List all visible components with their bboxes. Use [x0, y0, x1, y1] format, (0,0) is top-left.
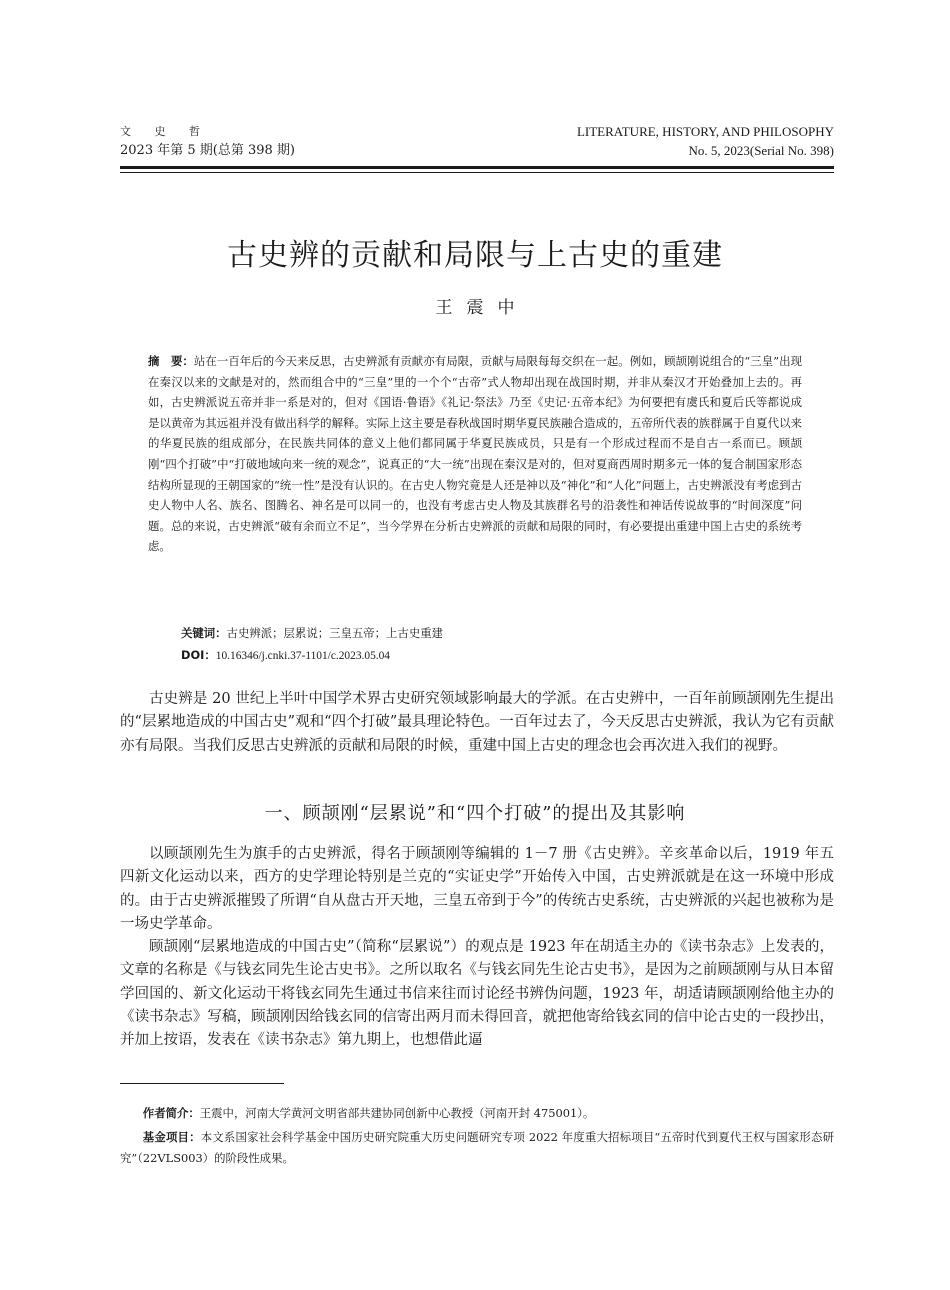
journal-name-en: LITERATURE, HISTORY, AND PHILOSOPHY	[576, 124, 834, 139]
footnote-author	[120, 1103, 834, 1124]
issue-info-cn: 2023 年第 5 期(总第 398 期)	[120, 143, 295, 158]
issue-info-en: No. 5, 2023(Serial No. 398)	[688, 143, 834, 158]
section-heading: 一、顾颉刚“层累说”和“四个打破”的提出及其影响	[264, 803, 686, 824]
footnote-author-text: 王震中，河南大学黄河文明省部共建协同创新中心教授（河南开封 475001）。	[199, 1106, 595, 1120]
footnote-fund-label: 基金项目：	[142, 1130, 201, 1144]
abstract-text: 站在一百年后的今天来反思，古史辨派有贡献亦有局限，贡献与局限每每交织在一起。例如，顾颉刚说组合的“三皇”出现在秦汉以来的文献是对的，然而组合中的“三皇”里的一个个“古帝”式人物却出现在战国时期，并非从秦汉才开始叠加上去的。再如，古史辨派说五帝并非一系是对的，但对《国语·鲁语》《礼记·祭法》乃至《史记·五帝本纪》为何要把有虞氏和夏后氏等都说成是以黄帝为其远祖并没有做出科学的解释。实际上这主要是春秋战国时期华夏民族融合造成的，五帝所代表的族群属于自夏代以来的华夏民族的组成部分，在民族共同体的意义上他们都同属于华夏民族成员，只是有一个形成过程而不是自古一系而已。顾颉刚“四个打破”中“打破地域向来一统的观念”，说真正的“大一统”出现在秦汉是对的，但对夏商西周时期多元一体的复合制国家形态结构所显现的王朝国家的“统一性”是没有认识的。在古史人物究竟是人还是神以及“神化”和“人化”问题上，古史辨派没有考虑到古史人物中人名、族名、图腾名、神名是可以同一的，也没有考虑古史人物及其族群名号的沿袭性和神话传说故事的“时间深度”问题。总的来说，古史辨派“破有余而立不足”，当今学界在分析古史辨派的贡献和局限的同时，有必要提出重建中国上古史的系统考虑。	[148, 354, 802, 554]
header-left	[120, 122, 295, 160]
intro-paragraph: 古史辨是 20 世纪上半叶中国学术界古史研究领域影响最大的学派。在古史辨中，一百年前顾颉刚先生提出的“层累地造成的中国古史”观和“四个打破”最具理论特色。一百年过去了，今天反思古史辨派，我认为它有贡献亦有局限。当我们反思古史辨派的贡献和局限的时候，重建中国上古史的理念也会再次进入我们的视野。	[120, 691, 834, 754]
article-author: 王震中	[435, 298, 529, 318]
header-rule-thick	[120, 166, 834, 169]
body-paragraph: 顾颉刚“层累地造成的中国古史”（简称“层累说”）的观点是 1923 年在胡适主办的《读书杂志》上发表的，文章的名称是《与钱玄同先生论古史书》。之所以取名《与钱玄同先生论古史书》，是因为之前顾颉刚与从日本留学回国的、新文化运动干将钱玄同先生通过书信来往而讨论经书辨伪问题，1923 年，胡适请顾颉刚给他主办的《读书杂志》写稿，顾颉刚因给钱玄同的信寄出两月而未得回音，就把他寄给钱玄同的信中论古史的一段抄出，并加上按语，发表在《读书杂志》第九期上，也想借此逼	[120, 939, 834, 1049]
keywords	[181, 625, 443, 641]
running-header	[120, 122, 834, 162]
doi-label: DOI：	[181, 648, 216, 662]
keywords-text: 古史辨派；层累说；三皇五帝；上古史重建	[226, 626, 444, 640]
footnote-fund-text: 本文系国家社会科学基金中国历史研究院重大历史问题研究专项 2022 年度重大招标项目“五帝时代到夏代王权与国家形态研究”（22VLS003）的阶段性成果。	[120, 1130, 834, 1165]
journal-name-cn: 文 史 哲	[120, 125, 210, 138]
doi-value: 10.16346/j.cnki.37-1101/c.2023.05.04	[215, 650, 390, 662]
header-right	[577, 122, 834, 160]
abstract-label: 摘 要：	[148, 354, 194, 368]
body-paragraph: 以顾颉刚先生为旗手的古史辨派，得名于顾颉刚等编辑的 1－7 册《古史辨》。辛亥革命以后，1919 年五四新文化运动以来，西方的史学理论特别是兰克的“实证史学”开始传入中国，古史辨派就是在这一环境中形成的。由于古史辨派摧毁了所谓“自从盘古开天地，三皇五帝到于今”的传统古史系统，古史辨派的兴起也被称为是一场史学革命。	[120, 846, 834, 932]
footnote-author-label: 作者简介：	[142, 1106, 200, 1120]
doi	[181, 647, 390, 663]
article-title: 古史辨的贡献和局限与上古史的重建	[227, 238, 723, 273]
footnote-fund	[120, 1127, 834, 1169]
footnote-rule	[120, 1083, 284, 1084]
abstract	[148, 351, 802, 557]
keywords-label: 关键词：	[181, 626, 227, 640]
header-rule-thin	[120, 172, 834, 173]
